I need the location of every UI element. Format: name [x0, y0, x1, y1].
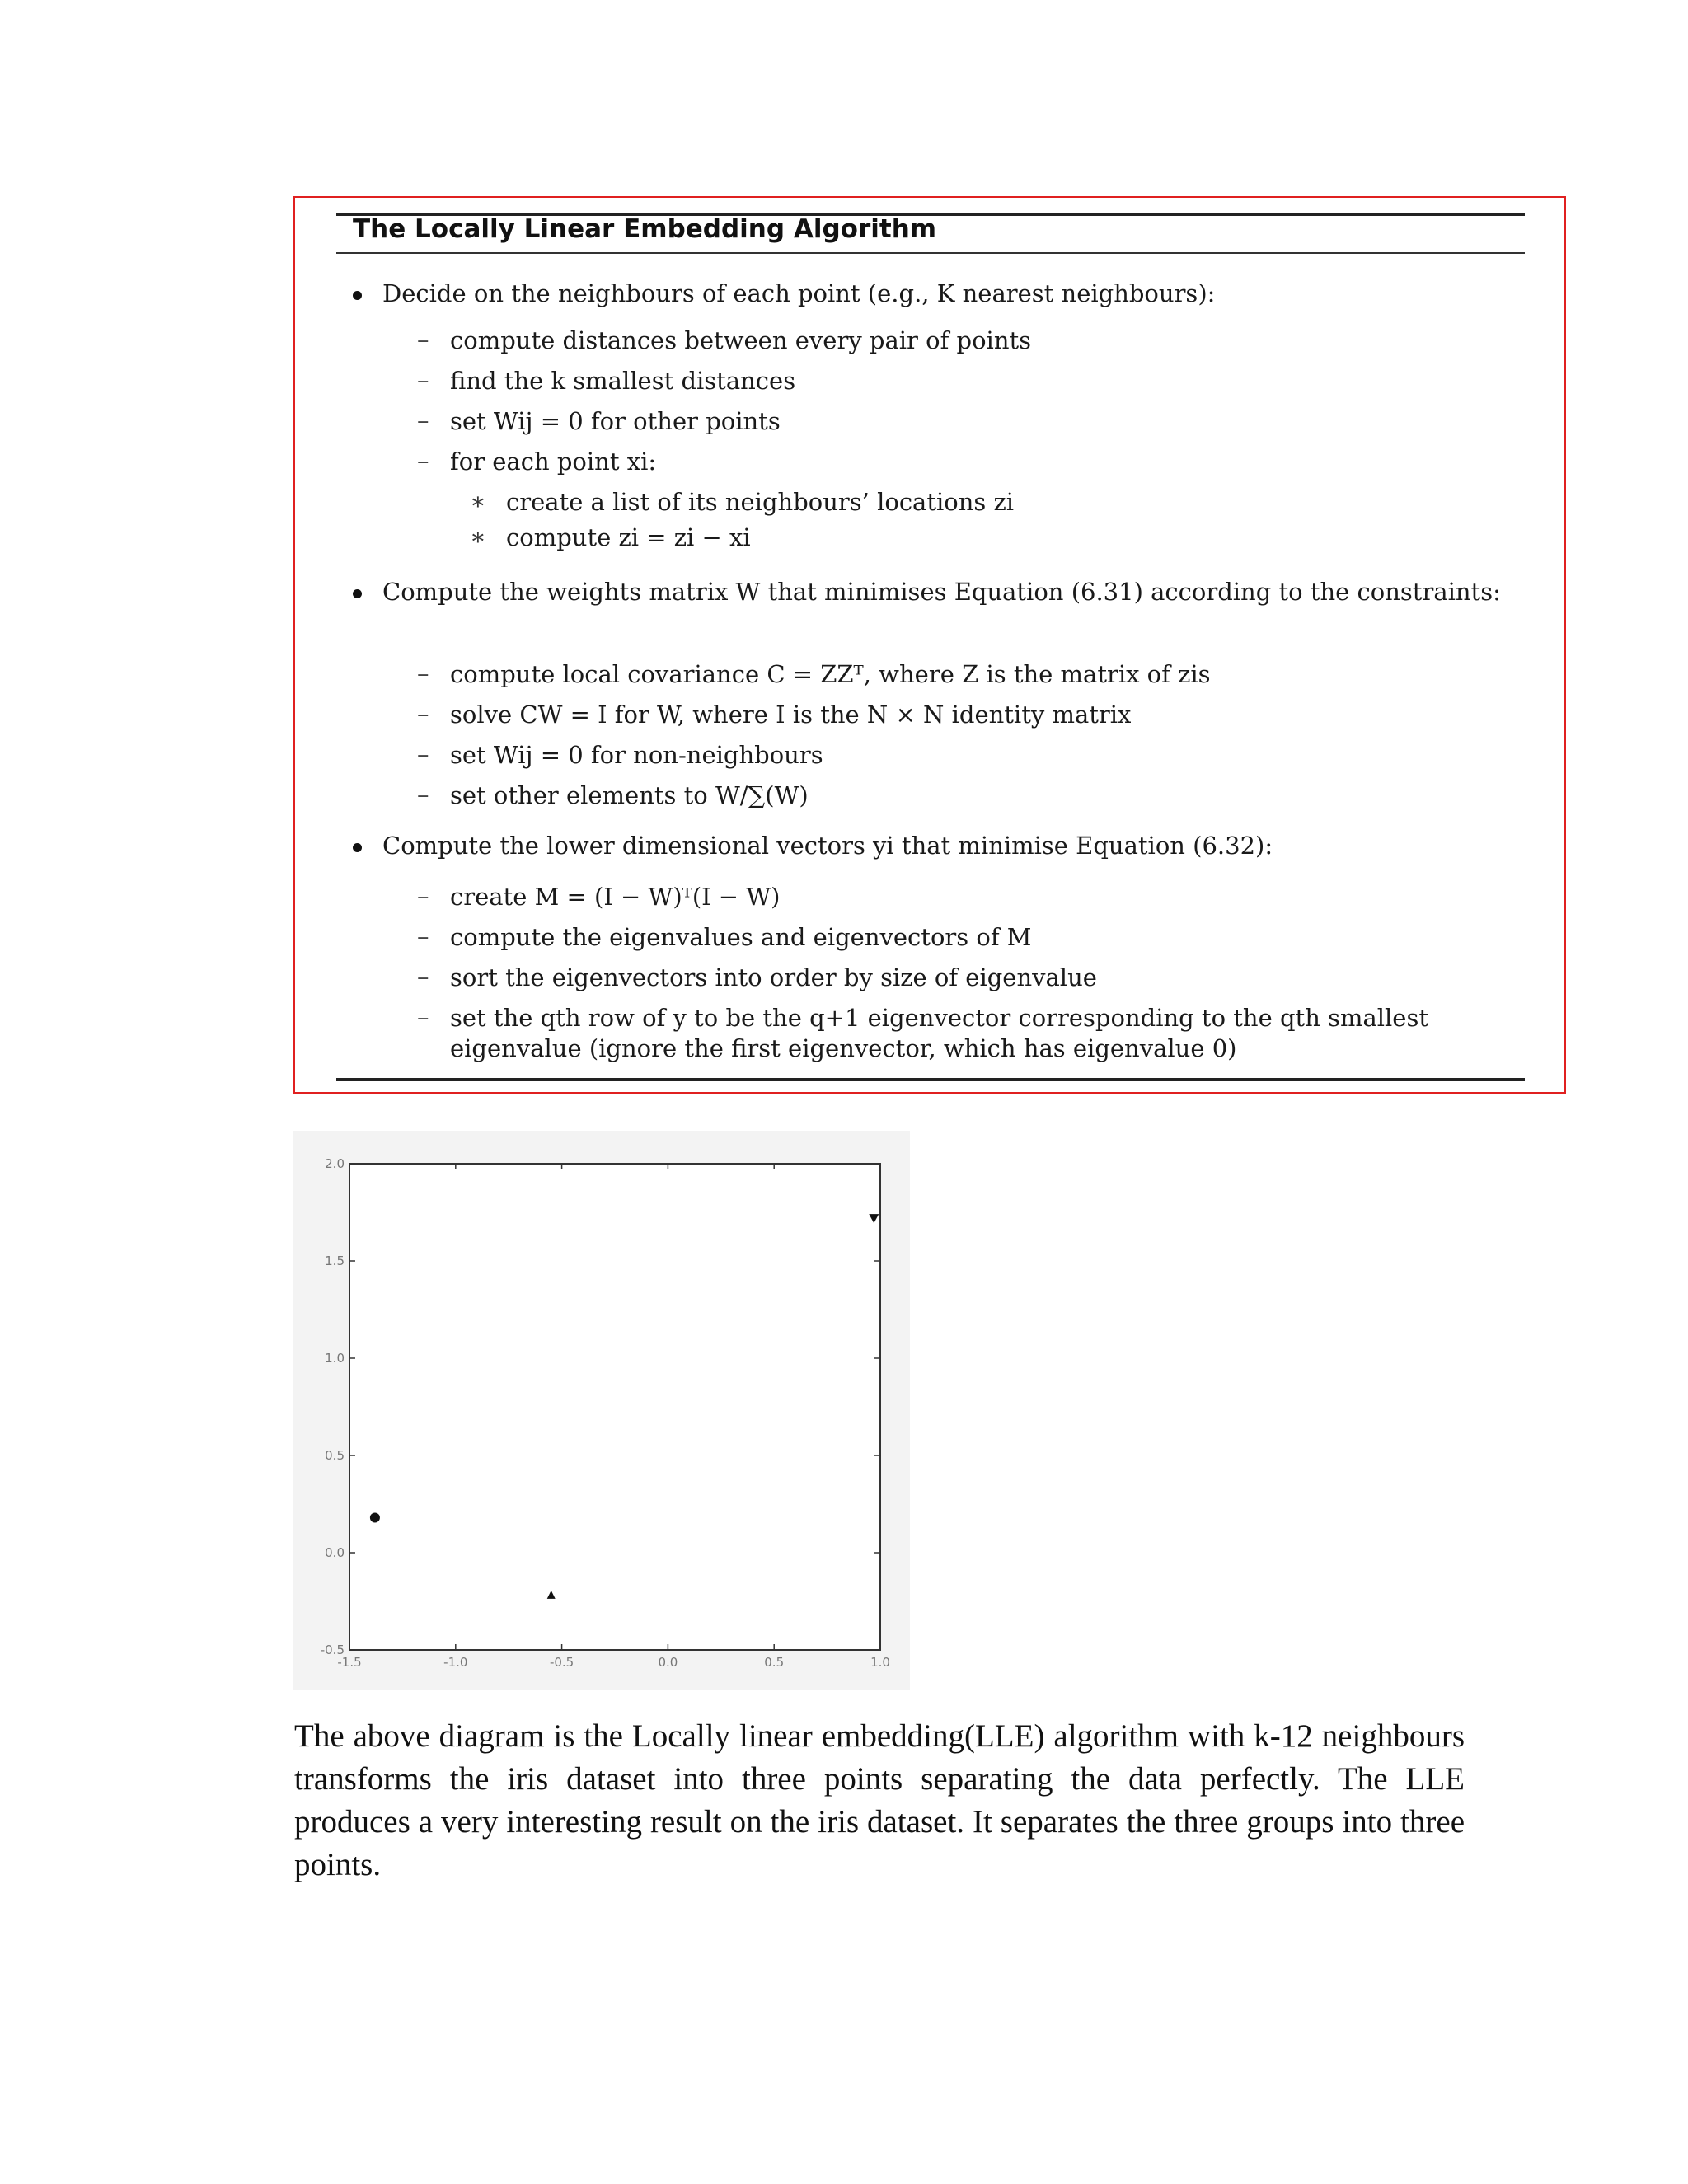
data-point-circle — [370, 1513, 380, 1523]
asterisk: ∗ — [470, 523, 486, 551]
y-tick-label: 0.5 — [325, 1448, 345, 1463]
y-tick-label: 1.0 — [325, 1351, 345, 1366]
step-1-sub-4: for each point xi: — [450, 448, 657, 476]
step-1-sub-1: compute distances between every pair of points — [450, 326, 1032, 354]
plot-area — [349, 1164, 880, 1650]
dash: – — [417, 780, 429, 808]
dash: – — [417, 740, 429, 768]
step-3-text: Compute the lower dimensional vectors yi that minimise Equation (6.32): — [382, 832, 1273, 860]
algorithm-box — [293, 196, 1566, 1094]
dash: – — [417, 882, 429, 910]
dash: – — [417, 963, 429, 991]
step-3-sub-1: create M = (I − W)ᵀ(I − W) — [450, 883, 781, 911]
step-1-sub-2: find the k smallest distances — [450, 367, 796, 395]
y-tick-label: 0.0 — [325, 1545, 345, 1560]
caption-paragraph: The above diagram is the Locally linear embedding(LLE) algorithm with k-12 neighbours transforms the iris dataset into three points separating the data perfectly. The LLE produces a very interesting result on the iris dataset. It separates the three groups into three points. — [294, 1718, 1465, 1882]
dash: – — [417, 659, 429, 687]
bullet — [353, 291, 362, 300]
step-2-text: Compute the weights matrix W that minimises Equation (6.31) according to the constraints: — [382, 578, 1501, 606]
x-tick-label: 1.0 — [870, 1655, 890, 1670]
step-1-sub-3: set Wij = 0 for other points — [450, 407, 781, 435]
scatter-chart — [293, 1131, 910, 1690]
x-tick-label: 0.5 — [764, 1655, 785, 1670]
y-tick-label: 1.5 — [325, 1254, 345, 1268]
step-2-sub-2: solve CW = I for W, where I is the N × N identity matrix — [450, 701, 1132, 729]
bullet — [353, 589, 362, 598]
x-tick-label: -0.5 — [549, 1655, 574, 1670]
step-3-sub-4: set the qth row of y to be the q+1 eigenvector corresponding to the qth smallest eigenvalue (ignore the first eigenvector, which has eigenvalue 0) — [450, 1004, 1429, 1062]
step-2-sub-1: compute local covariance C = ZZᵀ, where Z is the matrix of zis — [450, 660, 1211, 688]
step-1-text: Decide on the neighbours of each point (e.g., K nearest neighbours): — [382, 279, 1216, 307]
step-1-subsub-2: compute zi = zi − xi — [506, 523, 751, 551]
dash: – — [417, 406, 429, 434]
step-3-sub-2: compute the eigenvalues and eigenvectors of M — [450, 923, 1032, 951]
bottom-rule — [336, 1078, 1525, 1081]
x-tick-label: -1.5 — [337, 1655, 362, 1670]
dash: – — [417, 1003, 429, 1031]
step-1-subsub-1: create a list of its neighbours’ locations zi — [506, 488, 1015, 516]
y-tick-label: 2.0 — [325, 1156, 345, 1171]
dash: – — [417, 326, 429, 354]
dash: – — [417, 700, 429, 728]
dash: – — [417, 922, 429, 950]
x-tick-label: -1.0 — [443, 1655, 468, 1670]
lle-scatter-plot — [293, 1131, 910, 1690]
x-tick-label: 0.0 — [658, 1655, 678, 1670]
step-2-sub-4: set other elements to W/∑(W) — [450, 781, 809, 809]
y-tick-label: -0.5 — [320, 1643, 345, 1657]
title-rule — [336, 252, 1525, 254]
dash: – — [417, 366, 429, 394]
asterisk: ∗ — [470, 487, 486, 515]
algorithm-title: The Locally Linear Embedding Algorithm — [353, 214, 937, 244]
step-3-sub-3: sort the eigenvectors into order by size of eigenvalue — [450, 963, 1097, 991]
step-2-sub-3: set Wij = 0 for non-neighbours — [450, 741, 823, 769]
dash: – — [417, 447, 429, 475]
bullet — [353, 843, 362, 852]
